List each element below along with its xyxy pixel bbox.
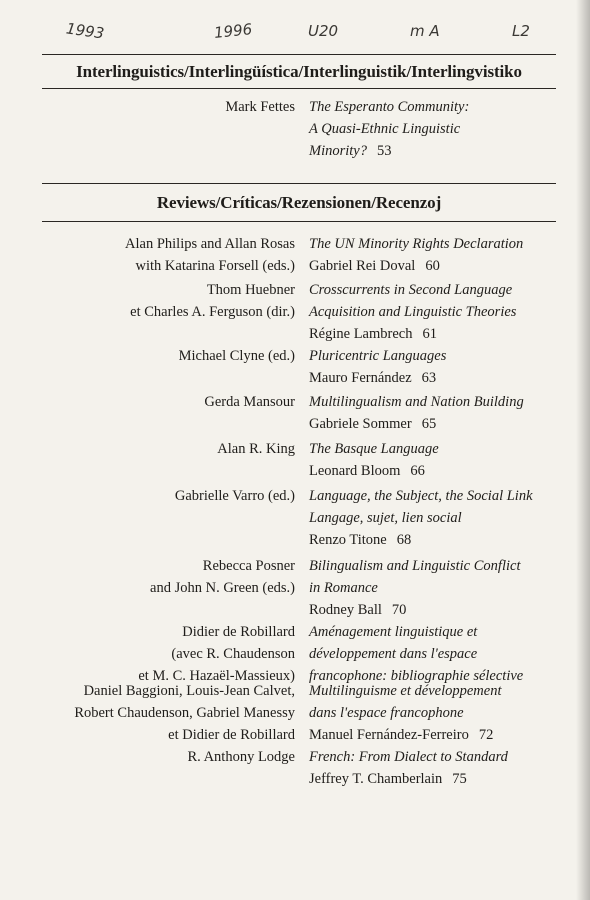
reviewer-name: Gabriele Sommer xyxy=(309,416,412,432)
section-rule xyxy=(42,54,556,55)
page-number: 63 xyxy=(421,370,437,386)
work-title-line: Minority? 53 xyxy=(309,143,392,159)
handwritten-note: m A xyxy=(410,22,440,40)
work-title-line: A Quasi-Ethnic Linguistic xyxy=(309,121,461,137)
entry-work xyxy=(309,680,579,746)
entry-work xyxy=(309,345,579,389)
work-title-line: The Basque Language xyxy=(309,441,439,457)
author-line: Thom Huebner xyxy=(206,282,295,298)
reviewer-line xyxy=(309,724,579,746)
page-number: 70 xyxy=(391,602,407,618)
author-line: and John N. Green (eds.) xyxy=(150,580,295,596)
author-line: Rebecca Posner xyxy=(202,558,295,574)
entry-authors xyxy=(25,345,295,367)
entry-authors xyxy=(25,279,295,323)
work-title-line: French: From Dialect to Standard xyxy=(309,749,508,765)
work-title-line: Acquisition and Linguistic Theories xyxy=(309,304,517,320)
entry-work xyxy=(309,555,579,621)
reviewer-line xyxy=(309,529,579,551)
author-line: et Charles A. Ferguson (dir.) xyxy=(130,304,295,320)
section-heading-interlinguistics: Interlinguistics/Interlingüística/Interlinguistik/Interlingvistiko xyxy=(76,62,522,81)
reviewer-name: Gabriel Rei Doval xyxy=(309,258,416,274)
work-title-line: Aménagement linguistique et xyxy=(309,624,478,640)
reviewer-line xyxy=(309,367,579,389)
work-title-line: Multilinguisme et développement xyxy=(309,683,502,699)
work-title-line: Pluricentric Languages xyxy=(309,348,447,364)
page-number: 72 xyxy=(478,727,494,743)
reviewer-line xyxy=(309,768,579,790)
entry-authors xyxy=(25,680,295,746)
page-number: 53 xyxy=(377,143,392,159)
work-title-line: Multilingualism and Nation Building xyxy=(309,394,524,410)
handwritten-annotations xyxy=(0,19,590,46)
handwritten-note: 1993 xyxy=(64,19,106,43)
work-title-line: francophone: bibliographie sélective xyxy=(309,668,524,684)
section-rule xyxy=(42,183,556,184)
work-title-line: in Romance xyxy=(309,580,378,596)
page-number: 61 xyxy=(422,326,437,342)
page-edge-shadow xyxy=(576,0,590,900)
author-line: (avec R. Chaudenson xyxy=(171,646,295,662)
author-line: R. Anthony Lodge xyxy=(187,749,295,765)
handwritten-note: L2 xyxy=(512,22,530,40)
work-title-line: développement dans l'espace xyxy=(309,646,478,662)
author-line: et Didier de Robillard xyxy=(168,727,295,743)
entry-work xyxy=(309,96,579,162)
section-heading-reviews: Reviews/Críticas/Rezensionen/Recenzoj xyxy=(156,193,442,212)
entry-authors xyxy=(25,391,295,413)
page-number: 66 xyxy=(410,463,425,479)
page-number: 75 xyxy=(452,771,467,787)
entry-authors xyxy=(25,438,295,460)
author-line: Alan Philips and Allan Rosas xyxy=(125,236,295,252)
page-number: 65 xyxy=(421,416,437,432)
work-title-line: Language, the Subject, the Social Link xyxy=(309,488,533,504)
work-title-line: dans l'espace francophone xyxy=(309,705,464,721)
author-line: Gerda Mansour xyxy=(204,394,295,410)
section-rule xyxy=(42,221,556,222)
author-line: Daniel Baggioni, Louis-Jean Calvet, xyxy=(83,683,295,699)
author-line: Didier de Robillard xyxy=(182,624,295,640)
entry-work xyxy=(309,391,579,435)
reviewer-name: Leonard Bloom xyxy=(309,463,401,479)
entry-authors xyxy=(25,746,295,768)
reviewer-name: Jeffrey T. Chamberlain xyxy=(309,771,443,787)
author-line: Mark Fettes xyxy=(225,99,295,115)
entry-work xyxy=(309,233,579,277)
work-title-line: Bilingualism and Linguistic Conflict xyxy=(309,558,521,574)
reviewer-line xyxy=(309,460,579,482)
reviewer-line xyxy=(309,599,579,621)
handwritten-note: U20 xyxy=(308,22,339,40)
section-rule xyxy=(42,88,556,89)
reviewer-name: Régine Lambrech xyxy=(309,326,413,342)
entry-work xyxy=(309,746,579,790)
entry-work xyxy=(309,279,579,345)
reviewer-name: Rodney Ball xyxy=(309,602,382,618)
handwritten-note: 1996 xyxy=(213,20,254,42)
entry-work xyxy=(309,438,579,482)
author-line: Michael Clyne (ed.) xyxy=(178,348,295,364)
work-title-line: Langage, sujet, lien social xyxy=(309,510,462,526)
work-title-line: The Esperanto Community: xyxy=(309,99,470,115)
entry-work xyxy=(309,621,579,687)
entry-work xyxy=(309,485,579,551)
entry-authors xyxy=(25,555,295,599)
author-line: with Katarina Forsell (eds.) xyxy=(135,258,295,274)
reviewer-name: Renzo Titone xyxy=(309,532,387,548)
work-title-line: Crosscurrents in Second Language xyxy=(309,282,513,298)
entry-authors xyxy=(25,485,295,507)
author-line: Robert Chaudenson, Gabriel Manessy xyxy=(74,705,295,721)
entry-authors xyxy=(25,621,295,687)
author-line: Alan R. King xyxy=(217,441,295,457)
page-number: 60 xyxy=(425,258,440,274)
entry-authors xyxy=(25,233,295,277)
reviewer-line xyxy=(309,413,579,435)
reviewer-line xyxy=(309,323,579,345)
page-number: 68 xyxy=(396,532,412,548)
author-line: Gabrielle Varro (ed.) xyxy=(174,488,295,504)
reviewer-name: Manuel Fernández-Ferreiro xyxy=(309,727,469,743)
reviewer-name: Mauro Fernández xyxy=(309,370,412,386)
author-line: et M. C. Hazaël-Massieux) xyxy=(138,668,295,684)
reviewer-line xyxy=(309,255,579,277)
entry-authors xyxy=(25,96,295,118)
work-title-line: The UN Minority Rights Declaration xyxy=(309,236,524,252)
